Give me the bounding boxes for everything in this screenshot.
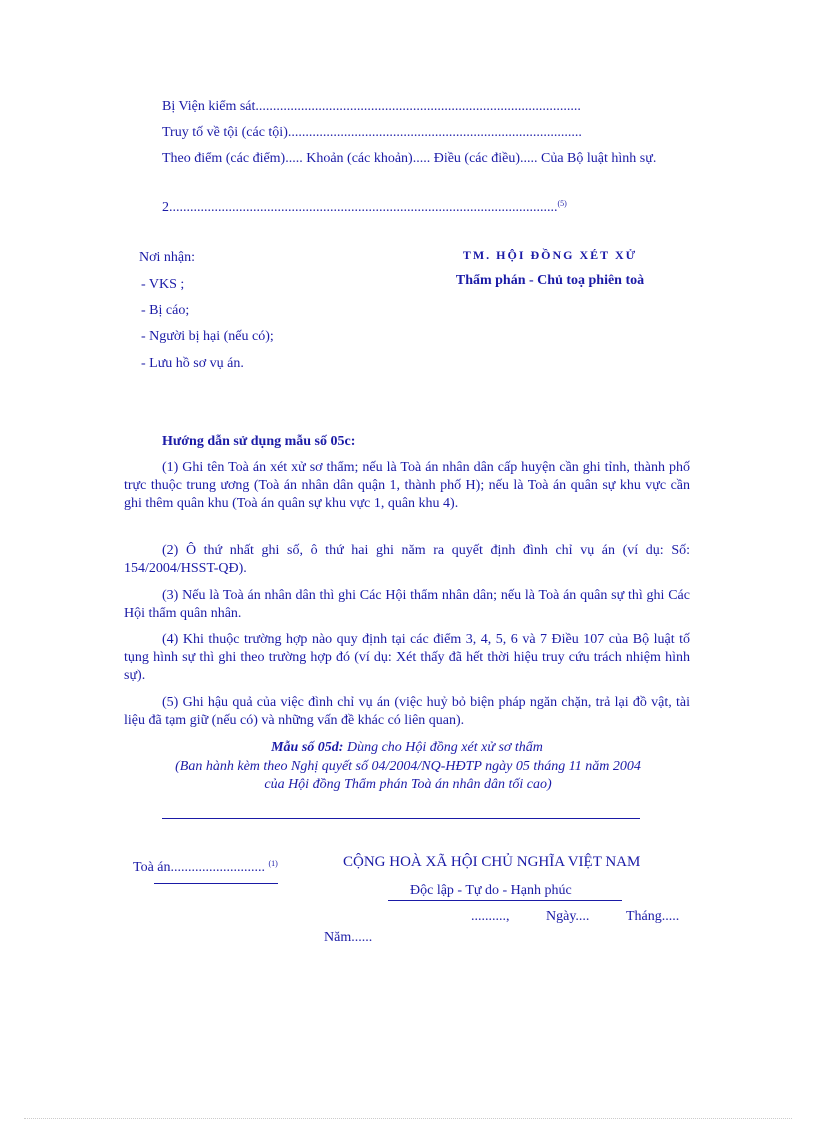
guide-title: Hướng dẫn sử dụng mẫu số 05c:: [162, 434, 356, 449]
court-name-line: [133, 855, 278, 877]
recipients-heading: Nơi nhận:: [139, 250, 196, 265]
date-year: Năm......: [324, 930, 373, 945]
signature-subtitle: Thẩm phán - Chủ toạ phiên toà: [455, 273, 645, 288]
note-1-marker: (1): [268, 859, 278, 868]
note-5-marker: (5): [557, 199, 567, 208]
page-bottom-border: [24, 1118, 792, 1119]
guide-item-4: (4) Khi thuộc trường hợp nào quy định tại các điểm 3, 4, 5, 6 và 7 Điều 107 của Bộ luật tố tụng hình sự thì ghi theo trường hợp đó (ví dụ: Xét thấy đã hết thời hiệu truy cứu trách nhiệm hình sự).: [124, 632, 690, 683]
recipient-item: - Lưu hồ sơ vụ án.: [141, 356, 244, 371]
guide-item-3: (3) Nếu là Toà án nhân dân thì ghi Các Hội thẩm nhân dân; nếu là Toà án quân sự thì ghi Các Hội thẩm quân nhân.: [124, 588, 690, 621]
guide-item-2: (2) Ô thứ nhất ghi số, ô thứ hai ghi năm ra quyết định đình chỉ vụ án (ví dụ: Số: 154/2004/HSST-QĐ).: [124, 543, 690, 576]
recipient-item: - Bị cáo;: [141, 303, 190, 318]
item-2-text: 2...............................................................................................................: [162, 200, 558, 215]
guide-item-5: (5) Ghi hậu quả của việc đình chỉ vụ án (việc huỷ bỏ biện pháp ngăn chặn, trả lại đồ vật, tài liệu đã tạm giữ (nếu có) và những vấn đề khác có liên quan).: [124, 695, 690, 728]
date-day: Ngày....: [546, 909, 590, 924]
separator-rule: [162, 818, 640, 819]
court-underline: [154, 883, 278, 884]
procuracy-line: Bị Viện kiểm sát.............................................................................................: [162, 99, 581, 114]
signature-title: TM. HỘI ĐỒNG XÉT XỬ: [462, 248, 638, 262]
article-line: Theo điểm (các điểm)..... Khoản (các khoản)..... Điều (các điều)..... Của Bộ luật hình sự.: [162, 151, 657, 166]
date-month: Tháng.....: [626, 909, 680, 924]
issued-line-1: (Ban hành kèm theo Nghị quyết số 04/2004/NQ-HĐTP ngày 05 tháng 11 năm 2004: [175, 759, 641, 774]
motto-underline: [388, 900, 622, 901]
form-description: Dùng cho Hội đồng xét xử sơ thẩm: [343, 740, 543, 755]
recipient-item: - VKS ;: [141, 277, 185, 292]
motto: Độc lập - Tự do - Hạnh phúc: [410, 883, 572, 898]
charge-line: Truy tố về tội (các tội)....................................................................................: [162, 125, 582, 140]
issued-line-2: của Hội đồng Thẩm phán Toà án nhân dân tối cao): [264, 777, 552, 792]
court-name: Toà án...........................: [133, 860, 266, 875]
form-number-line: [124, 739, 690, 757]
republic-title: CỘNG HOÀ XÃ HỘI CHỦ NGHĨA VIỆT NAM: [343, 854, 641, 870]
item-2-line: [162, 195, 567, 217]
guide-item-1: (1) Ghi tên Toà án xét xử sơ thẩm; nếu là Toà án nhân dân cấp huyện cần ghi tỉnh, thành phố trực thuộc trung ương (Toà án nhân dân quận 1, thành phố H); nếu là Toà án quân sự khu vực cần ghi thêm quân khu (Toà án quân sự khu vực 1, quân khu 4).: [124, 460, 690, 511]
recipient-item: - Người bị hại (nếu có);: [141, 329, 274, 344]
form-number: Mẫu số 05d:: [271, 740, 344, 755]
date-place: ..........,: [471, 909, 510, 924]
